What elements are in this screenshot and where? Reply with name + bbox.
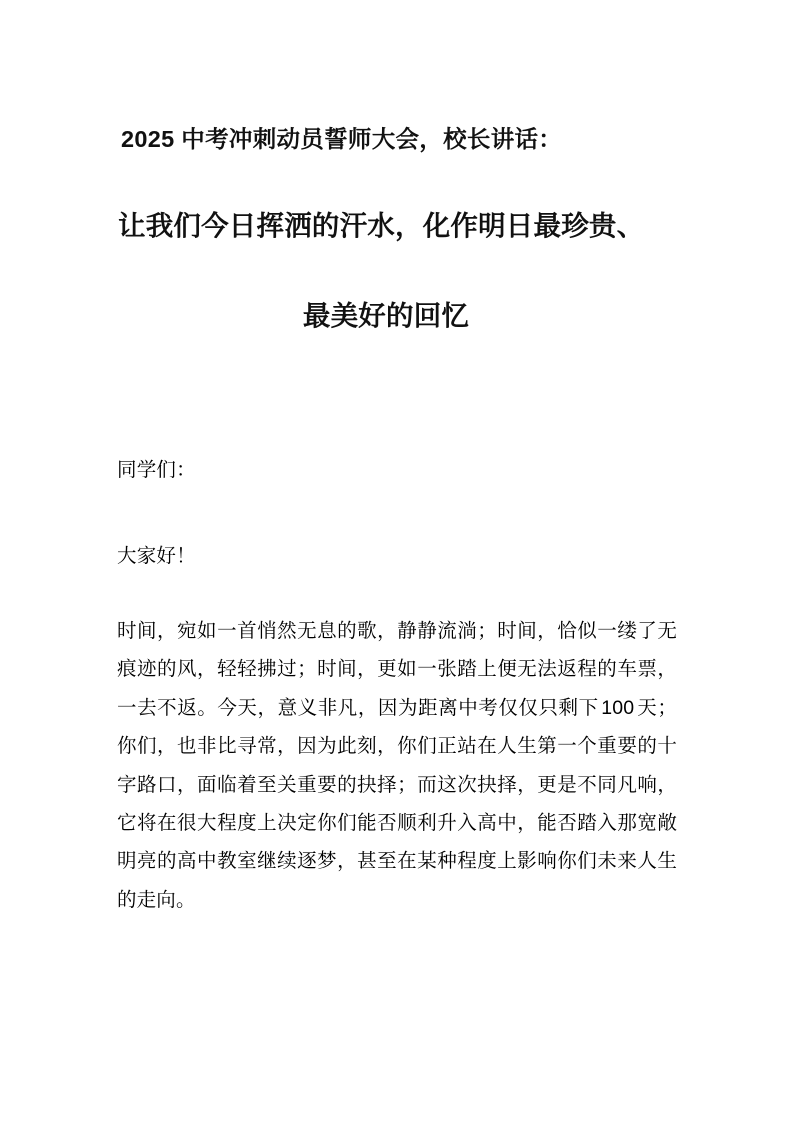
greeting: 大家好！: [117, 545, 196, 567]
days-remaining-number: 100: [601, 696, 635, 719]
title-line-3: 最美好的回忆: [302, 300, 470, 331]
paragraph-text-before-number: 时间，宛如一首悄然无息的歌，静静流淌；时间，恰似一缕了无痕迹的风，轻轻拂过；时间，更如一张踏上便无法返程的车票，一去不返。今天，意义非凡，因为距离中考仅仅只剩下: [117, 620, 677, 719]
title-line-2: 让我们今日挥洒的汗水，化作明日最珍贵、: [118, 210, 645, 241]
salutation: 同学们：: [117, 459, 196, 481]
document-content: [117, 0, 677, 919]
title-line-1: 2025 中考冲刺动员誓师大会，校长讲话：: [121, 126, 563, 152]
paragraph-text-after-number: 天；你们，也非比寻常，因为此刻，你们正站在人生第一个重要的十字路口，面临着至关重要的抉择；而这次抉择，更是不同凡响，它将在很大程度上决定你们能否顺利升入高中，能否踏入那宽敞明亮的高中教室继续逐梦，甚至在某种程度上影响你们未来人生的走向。: [117, 696, 677, 911]
body-paragraph-1: [117, 612, 677, 919]
page-title: [117, 124, 677, 334]
